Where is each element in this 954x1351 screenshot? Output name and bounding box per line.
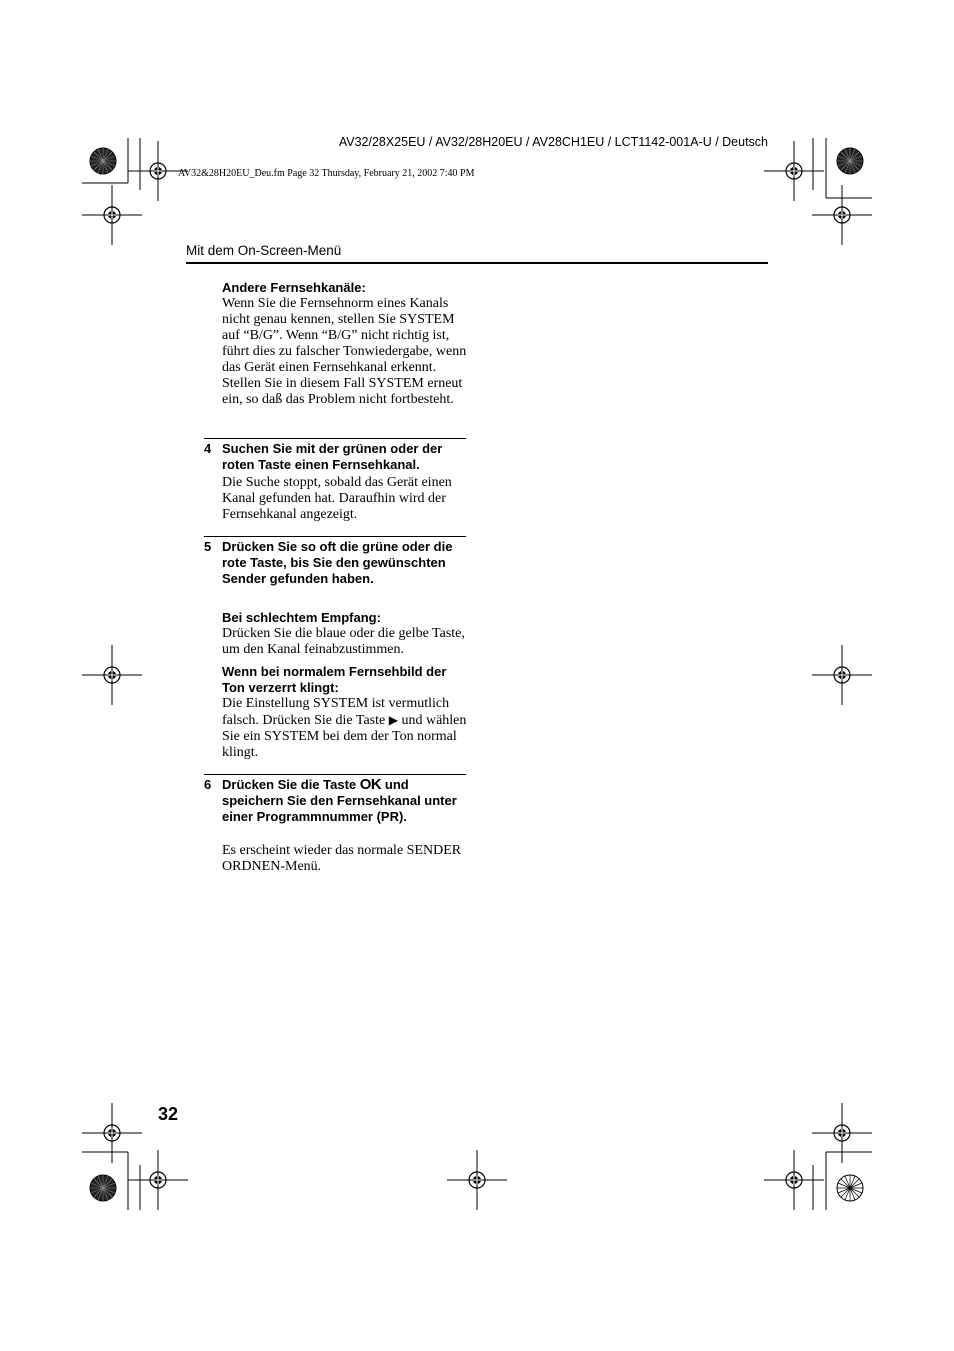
step-5-sub1-heading: Bei schlechtem Empfang:: [222, 610, 381, 625]
step-6-title-text: und speichern Sie den Fernsehkanal unter einer Programmnummer (PR).: [222, 777, 457, 824]
step-5-number: 5: [204, 539, 212, 554]
step-4-body: Die Suche stoppt, sobald das Gerät einen Kanal gefunden hat. Daraufhin wird der Fernsehkanal angezeigt.: [222, 475, 452, 522]
step-5-sub1-body: Drücken Sie die blaue oder die gelbe Taste, um den Kanal feinabzustimmen.: [222, 626, 465, 657]
step-4-number: 4: [204, 441, 212, 456]
model-line: AV32/28X25EU / AV32/28H20EU / AV28CH1EU / LCT1142-001A-U / Deutsch: [338, 135, 768, 149]
step-5-sub2-heading: Wenn bei normalem Fernsehbild der Ton verzerrt klingt:: [222, 664, 447, 695]
section-title: Mit dem On-Screen-Menü: [186, 243, 342, 258]
step-6-number: 6: [204, 777, 212, 792]
step-5-sub2-body-text: und wählen Sie ein SYSTEM bei dem der Ton normal klingt.: [222, 713, 467, 760]
step-4-title: Suchen Sie mit der grünen oder der roten Taste einen Fernsehkanal.: [222, 441, 443, 472]
page-number: 32: [158, 1104, 179, 1124]
intro-body: Wenn Sie die Fernsehnorm eines Kanals nicht genau kennen, stellen Sie SYSTEM auf “B/G”. Wenn “B/G” nicht richtig ist, führt dies zu falscher Tonwiedergabe, wenn das Gerät einen Fernsehkanal erkennt. Stellen Sie in diesem Fall SYSTEM erneut ein, so daß das Problem nicht fortbesteht.: [222, 296, 467, 407]
right-arrow-icon: ▶: [388, 713, 398, 727]
step-5-sub2-body-text: Die Einstellung SYSTEM ist vermutlich falsch. Drücken Sie die Taste: [222, 696, 450, 728]
file-info: AV32&28H20EU_Deu.fm Page 32 Thursday, February 21, 2002 7:40 PM: [178, 168, 475, 179]
ok-button-icon: OK: [359, 776, 382, 793]
step-5-title: Drücken Sie so oft die grüne oder die rote Taste, bis Sie den gewünschten Sender gefunden haben.: [222, 539, 453, 586]
step-6-body: Es erscheint wieder das normale SENDER ORDNEN-Menü.: [222, 843, 462, 874]
step-6-title-text: Drücken Sie die Taste: [222, 777, 360, 792]
intro-heading: Andere Fernsehkanäle:: [222, 280, 366, 295]
